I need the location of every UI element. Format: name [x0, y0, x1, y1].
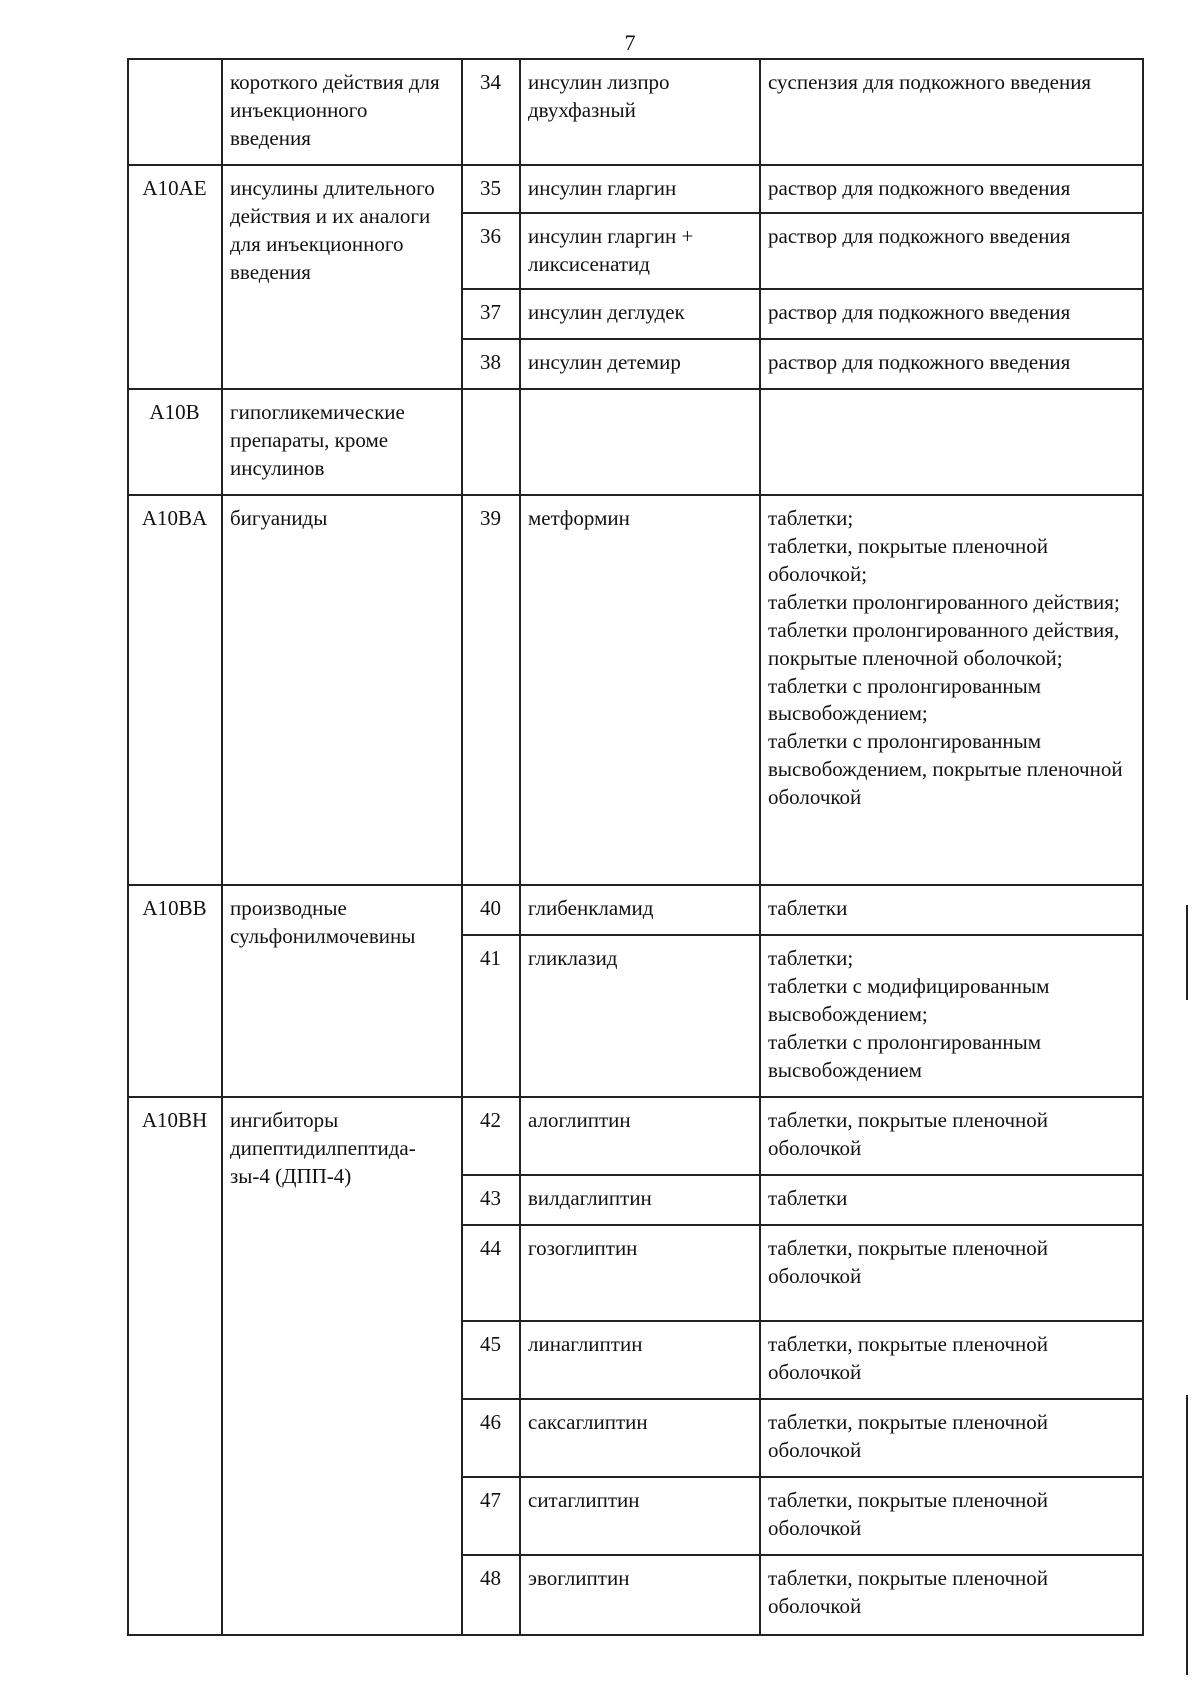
- dosage-form: таблетки с пролонгированным высвобождением;: [768, 673, 1042, 726]
- item-number: 48: [462, 1555, 520, 1635]
- atc-code: A10BH: [128, 1097, 222, 1635]
- dosage-form: таблетки, покрытые пленочной оболочкой: [768, 1410, 1049, 1462]
- item-number: 44: [462, 1225, 520, 1321]
- item-number: 35: [462, 165, 520, 213]
- dosage-form: таблетки, покрытые пленочной оболочкой: [768, 1566, 1049, 1618]
- margin-line: [1186, 1395, 1188, 1675]
- table-row: [128, 885, 1143, 935]
- item-number: 38: [462, 339, 520, 389]
- item-number: 39: [462, 495, 520, 885]
- page-number: 7: [624, 30, 636, 55]
- dosage-form: таблетки, покрытые пленочной оболочкой: [768, 1488, 1049, 1540]
- atc-group-name: ингибиторы дипептидилпептида-зы-4 (ДПП-4): [222, 1097, 462, 1635]
- dosage-form: таблетки: [768, 1186, 848, 1210]
- atc-group-name: производные сульфонилмочевины: [222, 885, 462, 1097]
- drug-name: инсулин гларгин + ликсисенатид: [520, 213, 760, 289]
- dosage-forms: [760, 1477, 1143, 1555]
- dosage-forms: [760, 1399, 1143, 1477]
- drug-name: [520, 389, 760, 495]
- drug-name: алоглиптин: [520, 1097, 760, 1175]
- atc-group-name: бигуаниды: [222, 495, 462, 885]
- item-number: 40: [462, 885, 520, 935]
- dosage-forms: [760, 1225, 1143, 1321]
- drug-name: гозоглиптин: [520, 1225, 760, 1321]
- dosage-forms: [760, 495, 1143, 885]
- dosage-form: таблетки с пролонгированным высвобождением, покрытые пленочной оболочкой: [768, 729, 1123, 810]
- table-row: [128, 389, 1143, 495]
- dosage-form: таблетки, покрытые пленочной оболочкой;: [768, 533, 1049, 586]
- drug-name: вилдаглиптин: [520, 1175, 760, 1225]
- dosage-forms: [760, 1321, 1143, 1399]
- dosage-forms: [760, 339, 1143, 389]
- dosage-forms: [760, 213, 1143, 289]
- dosage-forms: [760, 165, 1143, 213]
- drug-name: ситаглиптин: [520, 1477, 760, 1555]
- dosage-forms: [760, 935, 1143, 1097]
- drug-list-table: [127, 58, 1144, 1636]
- dosage-form: раствор для подкожного введения: [768, 300, 1071, 324]
- drug-name: метформин: [520, 495, 760, 885]
- atc-code: A10BB: [128, 885, 222, 1097]
- item-number: 45: [462, 1321, 520, 1399]
- drug-name: глибенкламид: [520, 885, 760, 935]
- drug-name: саксаглиптин: [520, 1399, 760, 1477]
- item-number: 37: [462, 289, 520, 339]
- item-number: 34: [462, 59, 520, 165]
- dosage-form: таблетки с модифицированным высвобождением;: [768, 973, 1050, 1026]
- drug-name: инсулин лизпро двухфазный: [520, 59, 760, 165]
- dosage-form: таблетки, покрытые пленочной оболочкой: [768, 1332, 1049, 1384]
- dosage-forms: [760, 389, 1143, 495]
- item-number: 36: [462, 213, 520, 289]
- dosage-forms: [760, 1555, 1143, 1635]
- dosage-form: раствор для подкожного введения: [768, 176, 1071, 200]
- table-row: [128, 495, 1143, 885]
- item-number: 47: [462, 1477, 520, 1555]
- dosage-form: таблетки;: [768, 946, 854, 970]
- atc-group-name: инсулины длительного действия и их аналоги для инъекционного введения: [222, 165, 462, 389]
- drug-name: эвоглиптин: [520, 1555, 760, 1635]
- dosage-form: таблетки, покрытые пленочной оболочкой: [768, 1108, 1049, 1160]
- table-row: [128, 59, 1143, 165]
- dosage-form: таблетки: [768, 896, 848, 920]
- dosage-forms: [760, 885, 1143, 935]
- atc-code: A10B: [128, 389, 222, 495]
- atc-group-name: гипогликемические препараты, кроме инсулинов: [222, 389, 462, 495]
- drug-name: инсулин детемир: [520, 339, 760, 389]
- dosage-form: раствор для подкожного введения: [768, 350, 1071, 374]
- dosage-form: суспензия для подкожного введения: [768, 70, 1092, 94]
- dosage-form: таблетки с пролонгированным высвобождением: [768, 1029, 1042, 1082]
- margin-line: [1186, 905, 1188, 1000]
- drug-name: гликлазид: [520, 935, 760, 1097]
- item-number: 46: [462, 1399, 520, 1477]
- item-number: [462, 389, 520, 495]
- dosage-form: таблетки;: [768, 506, 854, 530]
- atc-code: A10BA: [128, 495, 222, 885]
- dosage-form: таблетки пролонгированного действия;: [768, 589, 1120, 614]
- dosage-form: раствор для подкожного введения: [768, 224, 1071, 248]
- dosage-form: таблетки, покрытые пленочной оболочкой: [768, 1236, 1049, 1288]
- item-number: 42: [462, 1097, 520, 1175]
- atc-code: A10AE: [128, 165, 222, 389]
- item-number: 41: [462, 935, 520, 1097]
- dosage-forms: [760, 1097, 1143, 1175]
- table-row: [128, 1097, 1143, 1175]
- dosage-forms: [760, 59, 1143, 165]
- atc-code: [128, 59, 222, 165]
- dosage-forms: [760, 289, 1143, 339]
- table-row: [128, 165, 1143, 213]
- dosage-form: таблетки пролонгированного действия, покрытые пленочной оболочкой;: [768, 617, 1120, 670]
- atc-group-name: короткого действия для инъекционного введения: [222, 59, 462, 165]
- item-number: 43: [462, 1175, 520, 1225]
- drug-name: линаглиптин: [520, 1321, 760, 1399]
- drug-name: инсулин гларгин: [520, 165, 760, 213]
- dosage-forms: [760, 1175, 1143, 1225]
- drug-name: инсулин деглудек: [520, 289, 760, 339]
